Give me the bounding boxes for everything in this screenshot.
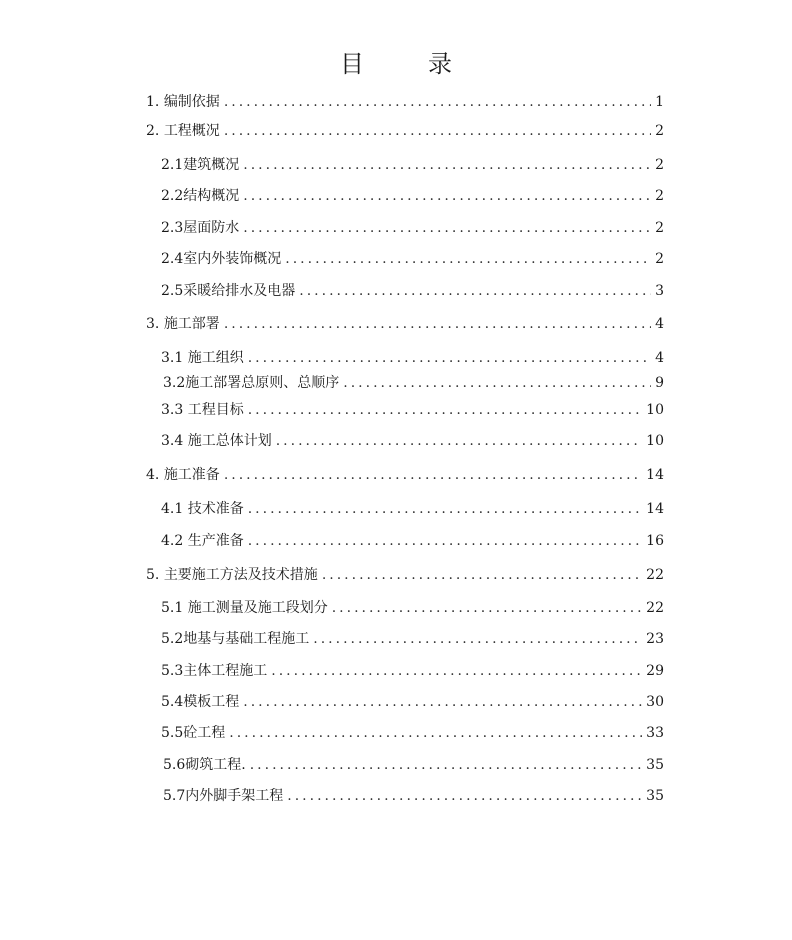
toc-number: 2.5 (161, 283, 184, 299)
toc-number: 4. (146, 467, 160, 483)
toc-label: 主要施工方法及技术措施 (163, 567, 318, 583)
toc-label: 编制依据 (163, 94, 220, 110)
toc-number: 3.3 (161, 402, 184, 418)
toc-page-number: 14 (646, 467, 664, 483)
toc-entry[interactable] (161, 401, 664, 419)
toc-entry[interactable] (163, 374, 664, 392)
toc-number: 3.1 (161, 350, 184, 366)
toc-label: 砌筑工程. (185, 757, 246, 773)
toc-label: 模板工程 (183, 694, 240, 710)
toc-leader (332, 599, 642, 617)
toc-entry[interactable] (161, 349, 664, 367)
toc-number: 4.2 (161, 533, 184, 549)
toc-label: 施工测量及施工段划分 (187, 600, 328, 616)
toc-label: 施工总体计划 (187, 433, 272, 449)
toc-leader (313, 630, 642, 648)
toc-number: 2. (146, 123, 160, 139)
toc-page-number: 2 (655, 188, 664, 204)
toc-leader (243, 187, 651, 205)
toc-entry[interactable] (146, 566, 664, 584)
toc-page-number: 2 (655, 123, 664, 139)
toc-label: 主体工程施工 (183, 663, 268, 679)
toc-number: 5.5 (161, 725, 184, 741)
toc-label: 采暖给排水及电器 (183, 283, 296, 299)
toc-leader (248, 349, 651, 367)
toc-leader (285, 250, 651, 268)
toc-number: 2.4 (161, 251, 184, 267)
toc-page-number: 4 (655, 350, 664, 366)
toc-label: 工程目标 (187, 402, 244, 418)
toc-leader (322, 566, 642, 584)
toc-leader (224, 122, 651, 140)
toc-page-number: 22 (646, 600, 664, 616)
toc-page-number: 10 (646, 433, 664, 449)
toc-number: 5.6 (163, 757, 186, 773)
toc-leader (243, 219, 651, 237)
toc-label: 砼工程 (183, 725, 226, 741)
toc-label: 施工部署总原则、总顺序 (185, 375, 340, 391)
toc-leader (243, 693, 642, 711)
toc-entry[interactable] (146, 315, 664, 333)
toc-page-number: 29 (646, 663, 664, 679)
toc-number: 4.1 (161, 501, 184, 517)
toc-entry[interactable] (161, 432, 664, 450)
toc-number: 5. (146, 567, 160, 583)
toc-entry[interactable] (161, 630, 664, 648)
toc-label: 内外脚手架工程 (185, 788, 284, 804)
toc-label: 施工准备 (163, 467, 220, 483)
toc-number: 2.2 (161, 188, 184, 204)
toc-number: 3.4 (161, 433, 184, 449)
toc-entry[interactable] (161, 156, 664, 174)
toc-label: 技术准备 (187, 501, 244, 517)
toc-entry[interactable] (161, 282, 664, 300)
toc-entry[interactable] (146, 466, 664, 484)
toc-number: 1. (146, 94, 160, 110)
toc-label: 工程概况 (163, 123, 220, 139)
toc-leader (248, 401, 642, 419)
toc-page-number: 16 (646, 533, 664, 549)
toc-leader (224, 93, 651, 111)
toc-number: 2.1 (161, 157, 184, 173)
toc-number: 5.4 (161, 694, 184, 710)
toc-page-number: 10 (646, 402, 664, 418)
toc-number: 3. (146, 316, 160, 332)
toc-leader (229, 724, 642, 742)
page-title: 目 录 (340, 50, 472, 78)
toc-entry[interactable] (163, 756, 664, 774)
toc-page-number: 4 (655, 316, 664, 332)
toc-page-number: 35 (646, 757, 664, 773)
toc-label: 室内外装饰概况 (183, 251, 282, 267)
toc-entry[interactable] (161, 500, 664, 518)
toc-page-number: 35 (646, 788, 664, 804)
toc-entry[interactable] (146, 93, 664, 111)
toc-page-number: 33 (646, 725, 664, 741)
toc-leader (343, 374, 651, 392)
toc-page-number: 9 (655, 375, 664, 391)
toc-number: 5.2 (161, 631, 184, 647)
toc-entry[interactable] (161, 693, 664, 711)
toc-page-number: 3 (655, 283, 664, 299)
toc-label: 生产准备 (187, 533, 244, 549)
toc-label: 结构概况 (183, 188, 240, 204)
toc-page-number: 14 (646, 501, 664, 517)
toc-entry[interactable] (161, 662, 664, 680)
toc-page-number: 22 (646, 567, 664, 583)
toc-label: 施工部署 (163, 316, 220, 332)
toc-entry[interactable] (161, 219, 664, 237)
toc-page-number: 23 (646, 631, 664, 647)
toc-label: 地基与基础工程施工 (183, 631, 310, 647)
toc-leader (287, 787, 642, 805)
toc-leader (276, 432, 642, 450)
toc-entry[interactable] (161, 250, 664, 268)
toc-page-number: 2 (655, 157, 664, 173)
toc-number: 2.3 (161, 220, 184, 236)
toc-page-number: 30 (646, 694, 664, 710)
toc-number: 5.7 (163, 788, 186, 804)
toc-leader (248, 500, 642, 518)
toc-entry[interactable] (146, 122, 664, 140)
toc-leader (224, 315, 651, 333)
toc-number: 5.1 (161, 600, 184, 616)
toc-entry[interactable] (161, 187, 664, 205)
toc-leader (248, 532, 642, 550)
toc-number: 3.2 (163, 375, 186, 391)
toc-leader (224, 466, 642, 484)
toc-entry[interactable] (161, 599, 664, 617)
toc-entry[interactable] (163, 787, 664, 805)
toc-label: 建筑概况 (183, 157, 240, 173)
toc-entry[interactable] (161, 532, 664, 550)
toc-page-number: 1 (655, 94, 664, 110)
toc-page-number: 2 (655, 220, 664, 236)
toc-leader (271, 662, 642, 680)
toc-label: 施工组织 (187, 350, 244, 366)
toc-label: 屋面防水 (183, 220, 240, 236)
toc-leader (299, 282, 651, 300)
toc-number: 5.3 (161, 663, 184, 679)
toc-page-number: 2 (655, 251, 664, 267)
toc-leader (243, 156, 651, 174)
toc-leader (250, 756, 642, 774)
toc-entry[interactable] (161, 724, 664, 742)
